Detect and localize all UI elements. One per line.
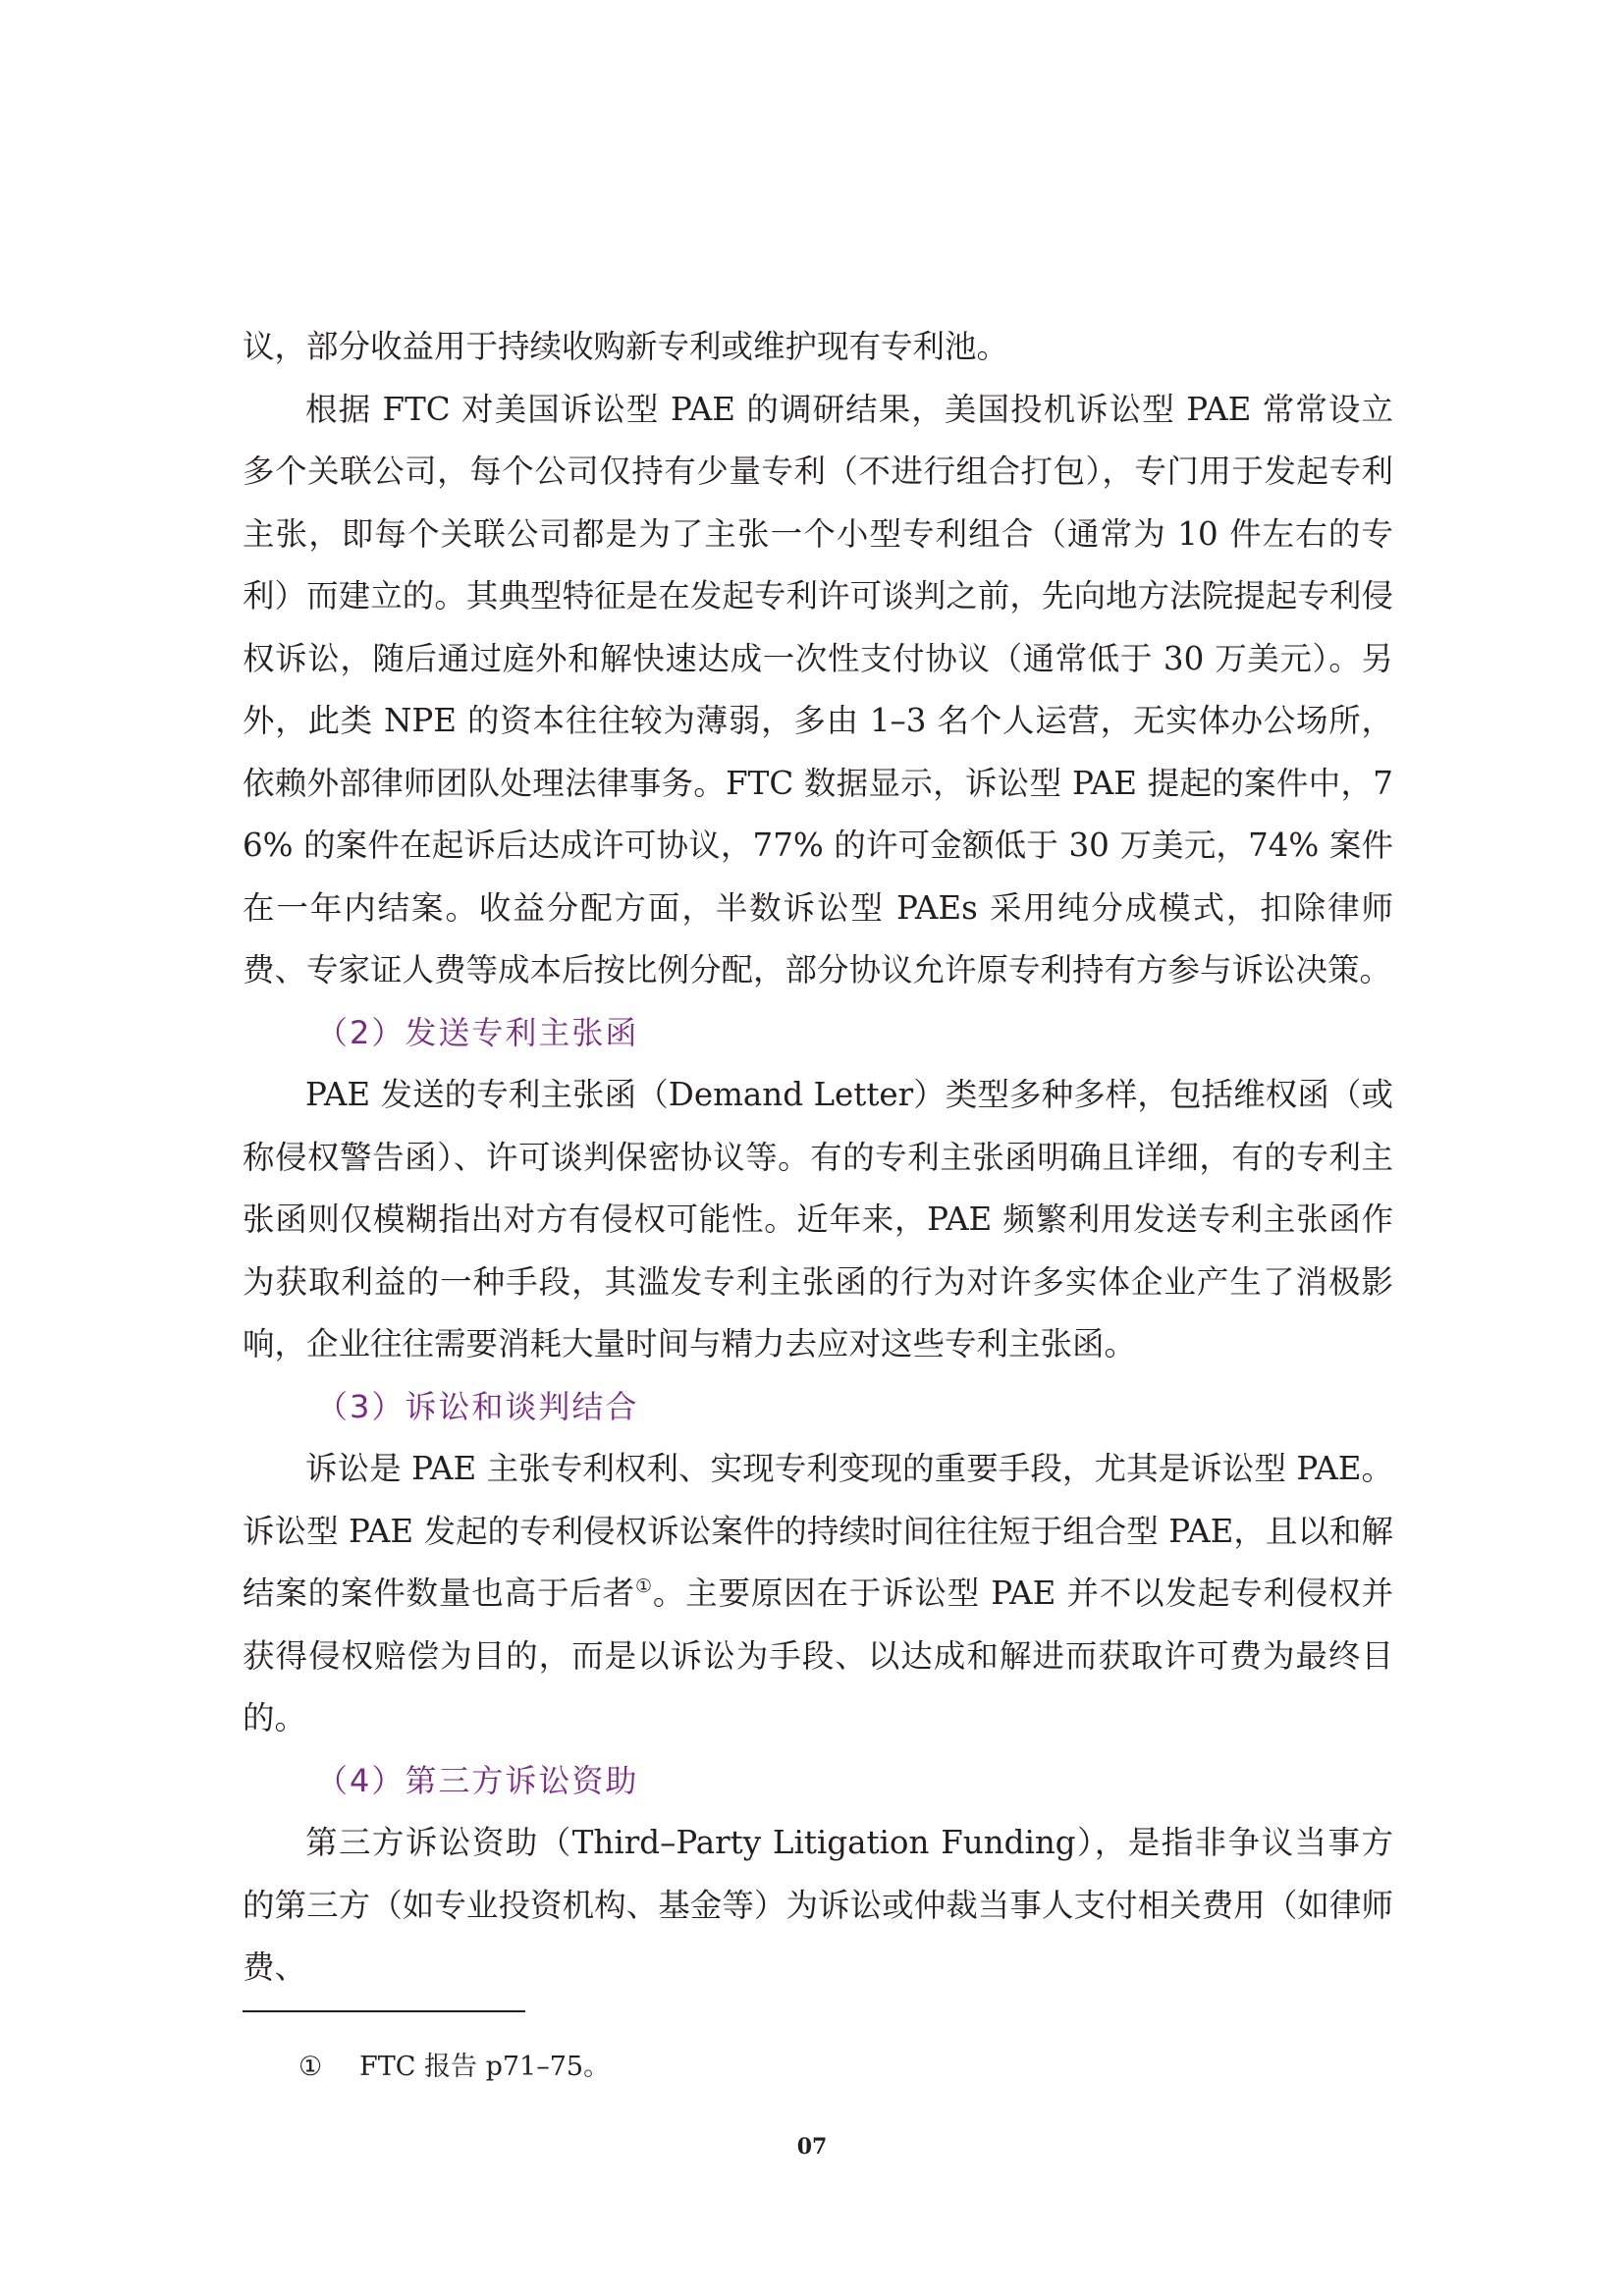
paragraph-litigation-text-b: 。主要原因在于诉讼型 PAE 并不以发起专利侵权并获得侵权赔偿为目的，而是以诉讼为手段、以达成和解进而获取许可费为最终目的。	[243, 1575, 1393, 1736]
footnote-divider	[243, 2010, 525, 2012]
paragraph-litigation-negotiation	[243, 1438, 1393, 1750]
page-number: 07	[796, 2134, 828, 2160]
paragraph-demand-letter: PAE 发送的专利主张函（Demand Letter）类型多种多样，包括维权函（或称侵权警告函）、许可谈判保密协议等。有的专利主张函明确且详细，有的专利主张函则仅模糊指出对方有侵权可能性。近年来，PAE 频繁利用发送专利主张函作为获取利益的一种手段，其滥发专利主张函的行为对许多实体企业产生了消极影响，企业往往需要消耗大量时间与精力去应对这些专利主张函。	[243, 1076, 1393, 1362]
footnote	[298, 2048, 610, 2087]
body-text	[243, 316, 1393, 2000]
paragraph-litigation-text-a: 诉讼是 PAE 主张专利权利、实现专利变现的重要手段，尤其是诉讼型 PAE。诉讼型 PAE 发起的专利侵权诉讼案件的持续时间往往短于组合型 PAE，且以和解结案的案件数量也高于后者	[243, 1450, 1393, 1612]
footnote-text: FTC 报告 p71–75。	[359, 2052, 611, 2082]
section-heading-third-party-funding: （4）第三方诉讼资助	[316, 1761, 639, 1799]
section-heading-litigation-negotiation: （3）诉讼和谈判结合	[316, 1387, 639, 1425]
footnote-mark: ①	[298, 2052, 323, 2082]
paragraph-continuation: 议，部分收益用于持续收购新专利或维护现有专利池。	[243, 328, 1009, 365]
section-heading-demand-letter: （2）发送专利主张函	[316, 1013, 639, 1051]
footnote-reference[interactable]: ①	[634, 1575, 653, 1598]
paragraph-third-party-funding: 第三方诉讼资助（Third–Party Litigation Funding），是指非争议当事方的第三方（如专业投资机构、基金等）为诉讼或仲裁当事人支付相关费用（如律师费、	[243, 1824, 1393, 1986]
paragraph-ftc-survey: 根据 FTC 对美国诉讼型 PAE 的调研结果，美国投机诉讼型 PAE 常常设立多个关联公司，每个公司仅持有少量专利（不进行组合打包），专门用于发起专利主张，即每个关联公司都是为了主张一个小型专利组合（通常为 10 件左右的专利）而建立的。其典型特征是在发起专利许可谈判之前，先向地方法院提起专利侵权诉讼，随后通过庭外和解快速达成一次性支付协议（通常低于 30 万美元）。另外，此类 NPE 的资本往往较为薄弱，多由 1–3 名个人运营，无实体办公场所，依赖外部律师团队处理法律事务。FTC 数据显示，诉讼型 PAE 提起的案件中，76% 的案件在起诉后达成许可协议，77% 的许可金额低于 30 万美元，74% 案件在一年内结案。收益分配方面，半数诉讼型 PAEs 采用纯分成模式，扣除律师费、专家证人费等成本后按比例分配，部分协议允许原专利持有方参与诉讼决策。	[243, 390, 1393, 988]
